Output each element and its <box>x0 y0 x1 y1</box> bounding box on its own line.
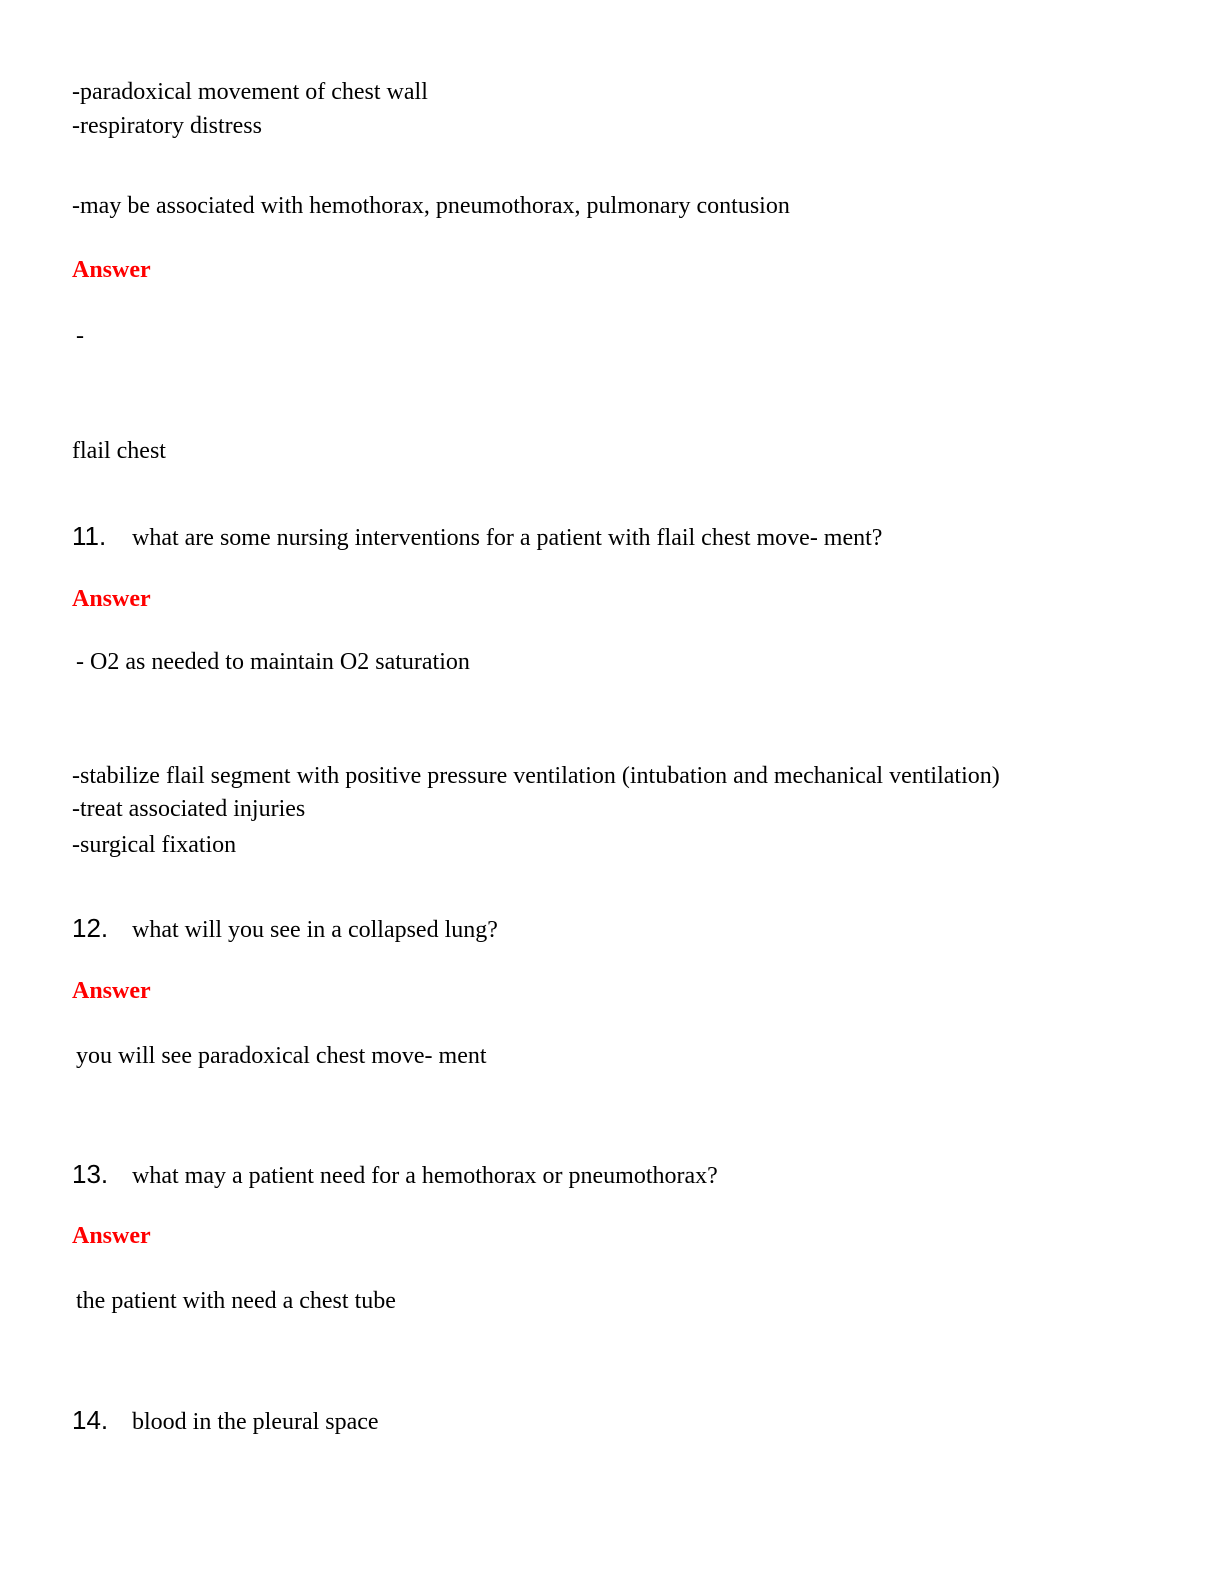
question-13 <box>72 1160 718 1190</box>
answer-line-paradoxical: -paradoxical movement of chest wall <box>72 79 428 105</box>
answer-label: Answer <box>72 257 151 283</box>
answer-line: -surgical fixation <box>72 832 237 858</box>
answer-line: -stabilize flail segment with positive pressure ventilation (intubation and mechanical ventilation) <box>72 763 1000 789</box>
question-number: 13. <box>72 1159 109 1189</box>
question-number: 14. <box>72 1405 109 1435</box>
question-text: what will you see in a collapsed lung? <box>132 917 498 943</box>
question-text: what are some nursing interventions for a patient with flail chest move- ment? <box>132 525 883 551</box>
question-12 <box>72 914 498 944</box>
answer-label: Answer <box>72 978 151 1004</box>
answer-label: Answer <box>72 1223 151 1249</box>
question-14 <box>72 1406 379 1436</box>
question-number: 12. <box>72 913 109 943</box>
answer-dash: - <box>76 323 84 349</box>
answer-text-flail-chest: flail chest <box>72 438 166 464</box>
answer-line: you will see paradoxical chest move- ment <box>76 1043 487 1069</box>
answer-line-associated: -may be associated with hemothorax, pneumothorax, pulmonary contusion <box>72 193 790 219</box>
answer-line-respiratory: -respiratory distress <box>72 113 262 139</box>
question-text: blood in the pleural space <box>132 1409 379 1435</box>
answer-line: the patient with need a chest tube <box>76 1288 396 1314</box>
answer-line: -treat associated injuries <box>72 796 306 822</box>
answer-line: - O2 as needed to maintain O2 saturation <box>76 649 470 675</box>
question-number: 11. <box>72 521 107 551</box>
question-11 <box>72 522 882 552</box>
answer-label: Answer <box>72 586 151 612</box>
question-text: what may a patient need for a hemothorax or pneumothorax? <box>132 1163 718 1189</box>
